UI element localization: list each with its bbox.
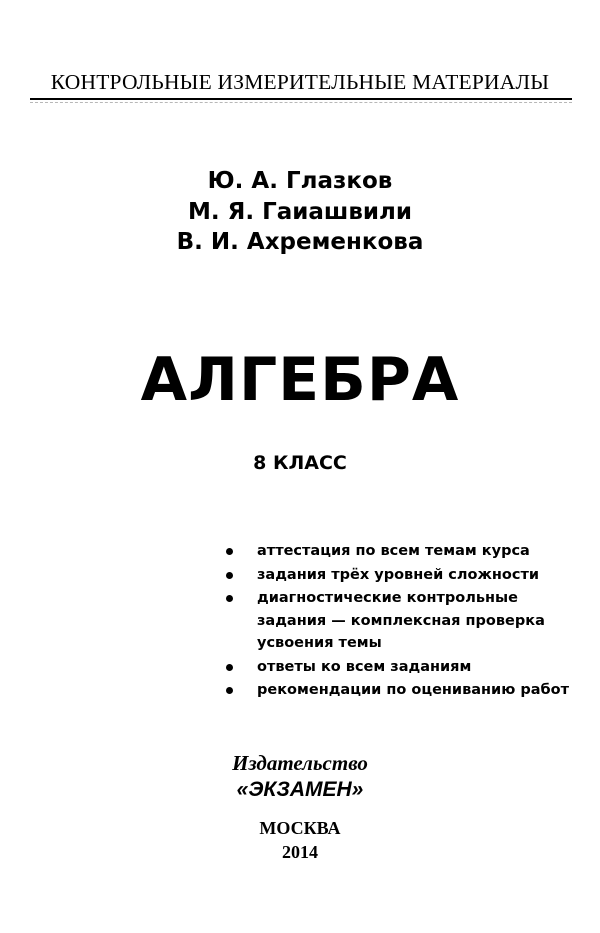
bullet-icon	[226, 548, 233, 555]
feature-item	[222, 679, 572, 702]
feature-list	[222, 540, 572, 703]
feature-item	[222, 564, 572, 587]
feature-text: задания трёх уровней сложности	[257, 566, 540, 583]
publication-year: 2014	[282, 842, 318, 862]
bullet-icon	[226, 595, 233, 602]
grade-label: 8 КЛАСС	[253, 452, 347, 474]
feature-item	[222, 587, 572, 655]
bullet-icon	[226, 572, 233, 579]
series-title: КОНТРОЛЬНЫЕ ИЗМЕРИТЕЛЬНЫЕ МАТЕРИАЛЫ	[50, 70, 550, 94]
feature-text: ответы ко всем заданиям	[257, 658, 472, 675]
bullet-icon	[226, 664, 233, 671]
author-name: В. И. Ахременкова	[176, 229, 424, 255]
publication-city: МОСКВА	[259, 818, 341, 838]
author-list	[0, 166, 600, 258]
bullet-icon	[226, 687, 233, 694]
series-divider	[30, 98, 572, 100]
feature-text: диагностические контрольные задания — комплексная проверка усвоения темы	[257, 590, 545, 651]
feature-item	[222, 656, 572, 679]
feature-text: рекомендации по оцениванию работ	[257, 682, 570, 698]
feature-text: аттестация по всем темам курса	[257, 543, 530, 559]
series-divider-faint	[30, 102, 572, 103]
author-name: Ю. А. Глазков	[207, 168, 393, 194]
publisher-label: Издательство	[232, 751, 368, 775]
book-title: АЛГЕБРА	[140, 345, 460, 415]
feature-item	[222, 540, 572, 563]
publisher-name: «ЭКЗАМЕН»	[236, 778, 364, 801]
author-name: М. Я. Гаиашвили	[188, 198, 412, 225]
